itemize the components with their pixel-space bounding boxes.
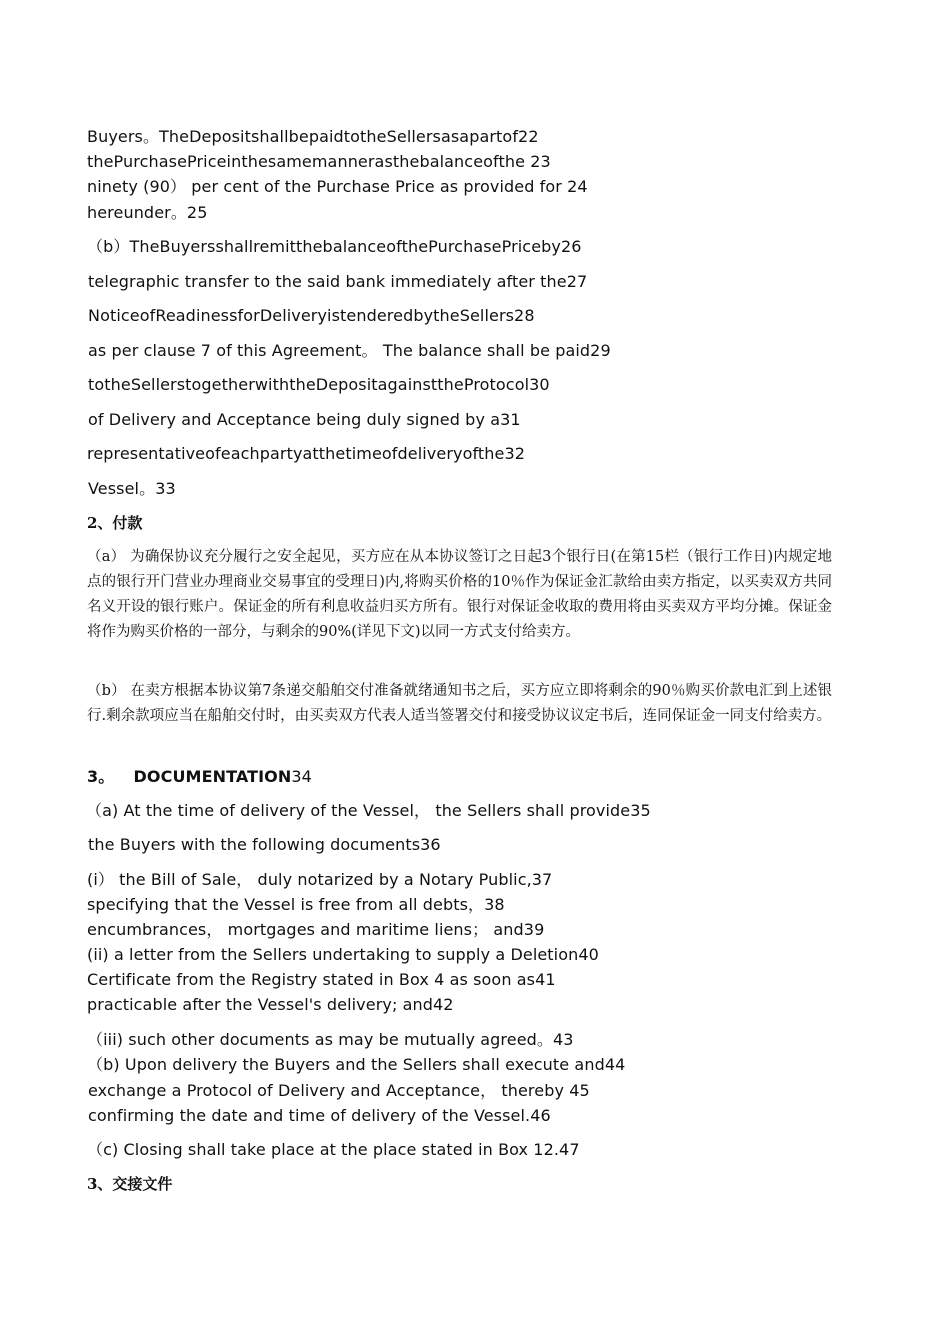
text-line-32: representativeofeachpartyatthetimeofdeliveryofthe32 [87, 444, 526, 463]
text-line-44: （b) Upon delivery the Buyers and the Sellers shall execute and44 [87, 1055, 626, 1074]
paragraph-a-cn: （a） 为确保协议充分履行之安全起见，买方应在从本协议签订之日起3个银行日(在第15栏（银行工作日)内规定地点的银行开门营业办理商业交易事宜的受理日)内,将购买价格的10％作为保证金汇款给由卖方指定，以买卖双方共同名义开设的银行账户。保证金的所有利息收益归买方所有。银行对保证金收取的费用将由买卖双方平均分摊。保证金将作为购买价格的一部分，与剩余的90%(详见下文)以同一方式支付给卖方。 [87, 549, 832, 640]
text-line-46: confirming the date and time of delivery of the Vessel.46 [88, 1106, 551, 1125]
text-line-35: （a) At the time of delivery of the Vessel， the Sellers shall provide35 [86, 801, 651, 820]
text-line-31: of Delivery and Acceptance being duly signed by a31 [88, 410, 521, 429]
text-line-26: （b）TheBuyersshallremitthebalanceofthePurchasePriceby26 [87, 237, 582, 256]
section-heading-documents-cn: 3、交接文件 [87, 1175, 173, 1193]
text-line-24: ninety (90） per cent of the Purchase Price as provided for 24 [87, 177, 588, 196]
text-line-43: （iii) such other documents as may be mutually agreed。43 [87, 1030, 574, 1049]
text-line-29: as per clause 7 of this Agreement。 The balance shall be paid29 [88, 341, 611, 360]
text-line-27: telegraphic transfer to the said bank immediately after the27 [88, 272, 588, 291]
text-line-23: thePurchasePriceinthesamemannerasthebalanceofthe 23 [87, 152, 551, 171]
section-title: DOCUMENTATION [133, 767, 292, 786]
text-line-30: totheSellerstogetherwiththeDepositagainsttheProtocol30 [88, 375, 550, 394]
section-heading-documentation [87, 767, 312, 787]
text-line-45: exchange a Protocol of Delivery and Acceptance， thereby 45 [88, 1081, 590, 1100]
section-number: 3。 [87, 767, 115, 786]
text-line-28: NoticeofReadinessforDeliveryistenderedbytheSellers28 [88, 306, 535, 325]
text-line-25: hereunder。25 [87, 203, 208, 222]
text-line-38: specifying that the Vessel is free from all debts，38 [87, 895, 505, 914]
section-heading-payment-cn: 2、付款 [87, 514, 143, 532]
text-line-39: encumbrances， mortgages and maritime liens； and39 [87, 920, 545, 939]
paragraph-b-cn: （b） 在卖方根据本协议第7条递交船舶交付准备就绪通知书之后，买方应立即将剩余的90％购买价款电汇到上述银行.剩余款项应当在船舶交付时，由买卖双方代表人适当签署交付和接受协议议定书后，连同保证金一同支付给卖方。 [87, 683, 832, 724]
text-line-47: （c) Closing shall take place at the place stated in Box 12.47 [87, 1140, 580, 1159]
text-line-22: Buyers。TheDepositshallbepaidtotheSellersasapartof22 [87, 127, 539, 146]
text-line-41: Certificate from the Registry stated in Box 4 as soon as41 [87, 970, 556, 989]
text-line-42: practicable after the Vessel's delivery; and42 [87, 995, 454, 1014]
section-line-number: 34 [291, 767, 312, 786]
text-line-40: (ii) a letter from the Sellers undertaking to supply a Deletion40 [87, 945, 599, 964]
text-line-36: the Buyers with the following documents36 [88, 835, 441, 854]
text-line-37: (i） the Bill of Sale， duly notarized by a Notary Public,37 [87, 870, 553, 889]
text-line-33: Vessel。33 [88, 479, 176, 498]
